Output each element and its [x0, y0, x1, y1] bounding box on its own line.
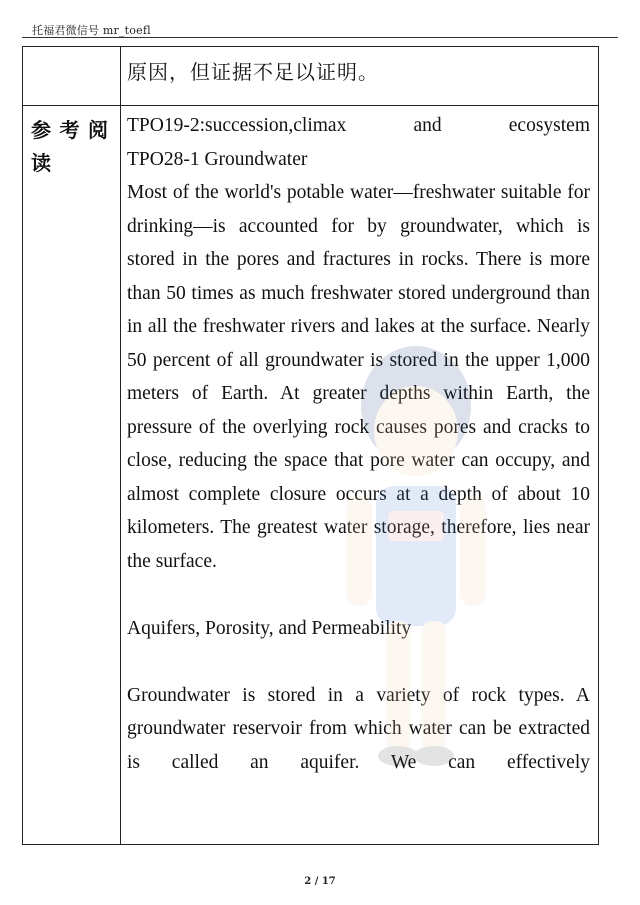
- section-subheading: Aquifers, Porosity, and Permeability: [127, 617, 412, 639]
- label-cell: [23, 106, 121, 845]
- reference-reading-label: 参考阅读: [31, 118, 114, 175]
- page-number: 2 / 17: [304, 876, 336, 887]
- paragraph-2: Groundwater is stored in a variety of rock types. A groundwater reservoir from which water can be extracted is called an aquifer. We can effectively: [127, 684, 590, 773]
- table-row: [23, 106, 599, 845]
- reading-content-cell: [121, 106, 599, 845]
- header-divider: [22, 37, 618, 38]
- paragraph-1: Most of the world's potable water—freshwater suitable for drinking—is accounted for by groundwater, which is stored in the pores and fractures in rocks. There is more than 50 times as much freshwater stored underground than in all the freshwater rivers and lakes at the surface. Nearly 50 percent of all groundwater is stored in the upper 1,000 meters of Earth. At greater depths within Earth, the pressure of the overlying rock causes pores and cracks to close, reducing the space that pore water can occupy, and almost complete closure occurs at a depth of about 10 kilometers. The greatest water storage, therefore, lies near the surface.: [127, 182, 590, 572]
- paragraph-spacer: [127, 645, 590, 679]
- content-table: [22, 46, 599, 845]
- reference-line-1: TPO19-2:succession,climax and ecosystem: [127, 115, 590, 136]
- continued-chinese-text: 原因，但证据不足以证明。: [127, 60, 379, 84]
- reading-content: [121, 106, 598, 779]
- page-header-text: 托福君微信号 mr_toefl: [32, 24, 151, 37]
- paragraph-spacer: [127, 578, 590, 612]
- table-row: [23, 47, 599, 106]
- reference-line-2: TPO28-1 Groundwater: [127, 148, 308, 170]
- empty-label-cell: [23, 47, 121, 106]
- continued-text-cell: [121, 47, 599, 106]
